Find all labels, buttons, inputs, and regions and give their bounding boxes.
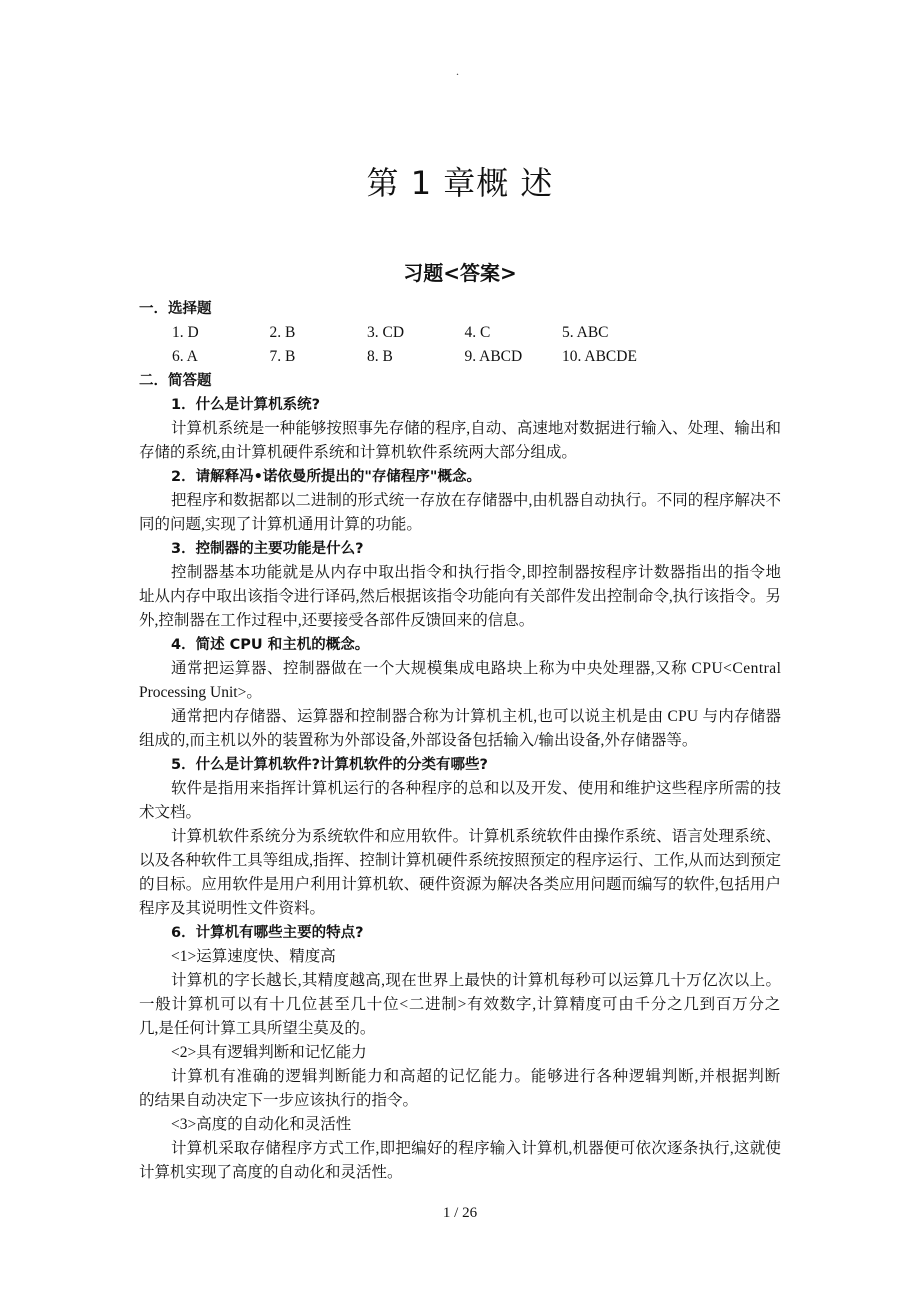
question-title xyxy=(139,633,782,657)
paragraph-line xyxy=(139,1137,782,1161)
header-mark: . xyxy=(456,64,459,78)
paragraph-line-text: 以及各种软件工具等组成,指挥、控制计算机硬件系统按照预定的程序运行、工作,从而达到预定 xyxy=(139,852,781,869)
section-subtitle: 习题<答案> xyxy=(403,261,517,285)
answer-item: 9. ABCD xyxy=(464,348,523,365)
paragraph-line xyxy=(139,1113,782,1137)
answer-item: 3. CD xyxy=(367,324,405,341)
paragraph-line xyxy=(139,561,782,585)
paragraph-line xyxy=(139,1065,782,1089)
answer-item: 7. B xyxy=(269,348,296,365)
section-heading-choice-text: 一．选择题 xyxy=(139,301,212,317)
paragraph-line xyxy=(139,1089,782,1113)
paragraph-line-text: 存储的系统,由计算机硬件系统和计算机软件系统两大部分组成。 xyxy=(139,444,577,461)
paragraph-line xyxy=(139,897,782,921)
paragraph-line-text: 计算机的字长越长,其精度越高,现在世界上最快的计算机每秒可以运算几十万亿次以上。 xyxy=(171,972,782,989)
paragraph-line-text: Processing Unit>。 xyxy=(139,684,262,701)
paragraph-line-text: 把程序和数据都以二进制的形式统一存放在存储器中,由机器自动执行。不同的程序解决不 xyxy=(171,492,782,509)
question-title xyxy=(139,393,782,417)
paragraph-line xyxy=(139,489,782,513)
paragraph-line-text: 几,是任何计算工具所望尘莫及的。 xyxy=(139,1020,376,1037)
paragraph-line xyxy=(139,441,782,465)
paragraph-line-text: 软件是指用来指挥计算机运行的各种程序的总和以及开发、使用和维护这些程序所需的技 xyxy=(171,780,782,797)
question-title-text: 1．什么是计算机系统? xyxy=(171,397,320,413)
section-heading-short-answer-text: 二．简答题 xyxy=(139,373,212,389)
answer-item: 2. B xyxy=(269,324,296,341)
section-heading-short-answer xyxy=(139,369,782,393)
paragraph-line xyxy=(139,825,782,849)
paragraph-line-text: 通常把内存储器、运算器和控制器合称为计算机主机,也可以说主机是由 CPU 与内存储器 xyxy=(171,708,782,725)
document-body xyxy=(139,297,782,1185)
answer-item: 4. C xyxy=(464,324,491,341)
question-title-text: 4．简述 CPU 和主机的概念。 xyxy=(171,637,370,653)
answer-item: 10. ABCDE xyxy=(562,348,637,365)
paragraph-line xyxy=(139,1017,782,1041)
paragraph-line-text: 一般计算机可以有十几位甚至几十位<二进制>有效数字,计算精度可由千分之几到百万分之 xyxy=(139,996,781,1013)
question-title-text: 2．请解释冯•诺依曼所提出的"存储程序"概念。 xyxy=(171,469,481,485)
paragraph-line-text: 组成的,而主机以外的装置称为外部设备,外部设备包括输入/输出设备,外存储器等。 xyxy=(139,732,698,749)
paragraph-line xyxy=(139,513,782,537)
paragraph-line-text: 的目标。应用软件是用户利用计算机软、硬件资源为解决各类应用问题而编写的软件,包括用户 xyxy=(139,876,782,893)
question-title-text: 3．控制器的主要功能是什么? xyxy=(171,541,364,557)
paragraph-line xyxy=(139,993,782,1017)
paragraph-line-text: <1>运算速度快、精度高 xyxy=(171,948,336,965)
answer-item: 8. B xyxy=(367,348,393,365)
paragraph-line xyxy=(139,969,782,993)
answer-item: 1. D xyxy=(172,324,199,341)
paragraph-line xyxy=(139,801,782,825)
paragraph-line xyxy=(139,609,782,633)
paragraph-line-text: 址从内存中取出该指令进行译码,然后根据该指令功能向有关部件发出控制命令,执行该指令。另 xyxy=(139,588,781,605)
answer-item: 6. A xyxy=(172,348,198,365)
paragraph-line-text: 同的问题,实现了计算机通用计算的功能。 xyxy=(139,516,422,533)
answer-row xyxy=(139,321,782,345)
paragraph-line-text: 计算机系统是一种能够按照事先存储的程序,自动、高速地对数据进行输入、处理、输出和 xyxy=(171,420,782,437)
paragraph-line xyxy=(139,777,782,801)
paragraph-line xyxy=(139,873,782,897)
page-number: 1 / 26 xyxy=(442,1205,478,1221)
paragraph-line-text: 术文档。 xyxy=(139,804,202,821)
paragraph-line-text: 计算机采取存储程序方式工作,即把编好的程序输入计算机,机器便可依次逐条执行,这就使 xyxy=(171,1140,782,1157)
question-title xyxy=(139,921,782,945)
paragraph-line xyxy=(139,657,782,681)
paragraph-line xyxy=(139,849,782,873)
paragraph-line xyxy=(139,705,782,729)
paragraph-line xyxy=(139,585,782,609)
paragraph-line-text: 计算机实现了高度的自动化和灵活性。 xyxy=(139,1164,403,1181)
paragraph-line-text: 计算机有准确的逻辑判断能力和高超的记忆能力。能够进行各种逻辑判断,并根据判断 xyxy=(171,1068,781,1085)
paragraph-line xyxy=(139,945,782,969)
paragraph-line-text: 控制器基本功能就是从内存中取出指令和执行指令,即控制器按程序计数器指出的指令地 xyxy=(171,564,782,581)
paragraph-line xyxy=(139,681,782,705)
paragraph-line-text: 的结果自动决定下一步应该执行的指令。 xyxy=(139,1092,419,1109)
question-title xyxy=(139,465,782,489)
chapter-title: 第 1 章概 述 xyxy=(366,164,554,202)
paragraph-line-text: 外,控制器在工作过程中,还要接受各部件反馈回来的信息。 xyxy=(139,612,535,629)
paragraph-line-text: 计算机软件系统分为系统软件和应用软件。计算机系统软件由操作系统、语言处理系统、 xyxy=(171,828,782,845)
section-heading-choice xyxy=(139,297,782,321)
answer-item: 5. ABC xyxy=(562,324,609,341)
paragraph-line-text: <2>具有逻辑判断和记忆能力 xyxy=(171,1044,367,1061)
paragraph-line xyxy=(139,417,782,441)
paragraph-line xyxy=(139,1041,782,1065)
paragraph-line-text: <3>高度的自动化和灵活性 xyxy=(171,1116,352,1133)
question-title xyxy=(139,537,782,561)
paragraph-line xyxy=(139,729,782,753)
answer-row xyxy=(139,345,782,369)
paragraph-line-text: 程序及其说明性文件资料。 xyxy=(139,900,326,917)
paragraph-line-text: 通常把运算器、控制器做在一个大规模集成电路块上称为中央处理器,又称 CPU<Central xyxy=(171,660,782,677)
question-title xyxy=(139,753,782,777)
question-title-text: 5．什么是计算机软件?计算机软件的分类有哪些? xyxy=(171,757,488,773)
question-title-text: 6．计算机有哪些主要的特点? xyxy=(171,925,364,941)
paragraph-line xyxy=(139,1161,782,1185)
